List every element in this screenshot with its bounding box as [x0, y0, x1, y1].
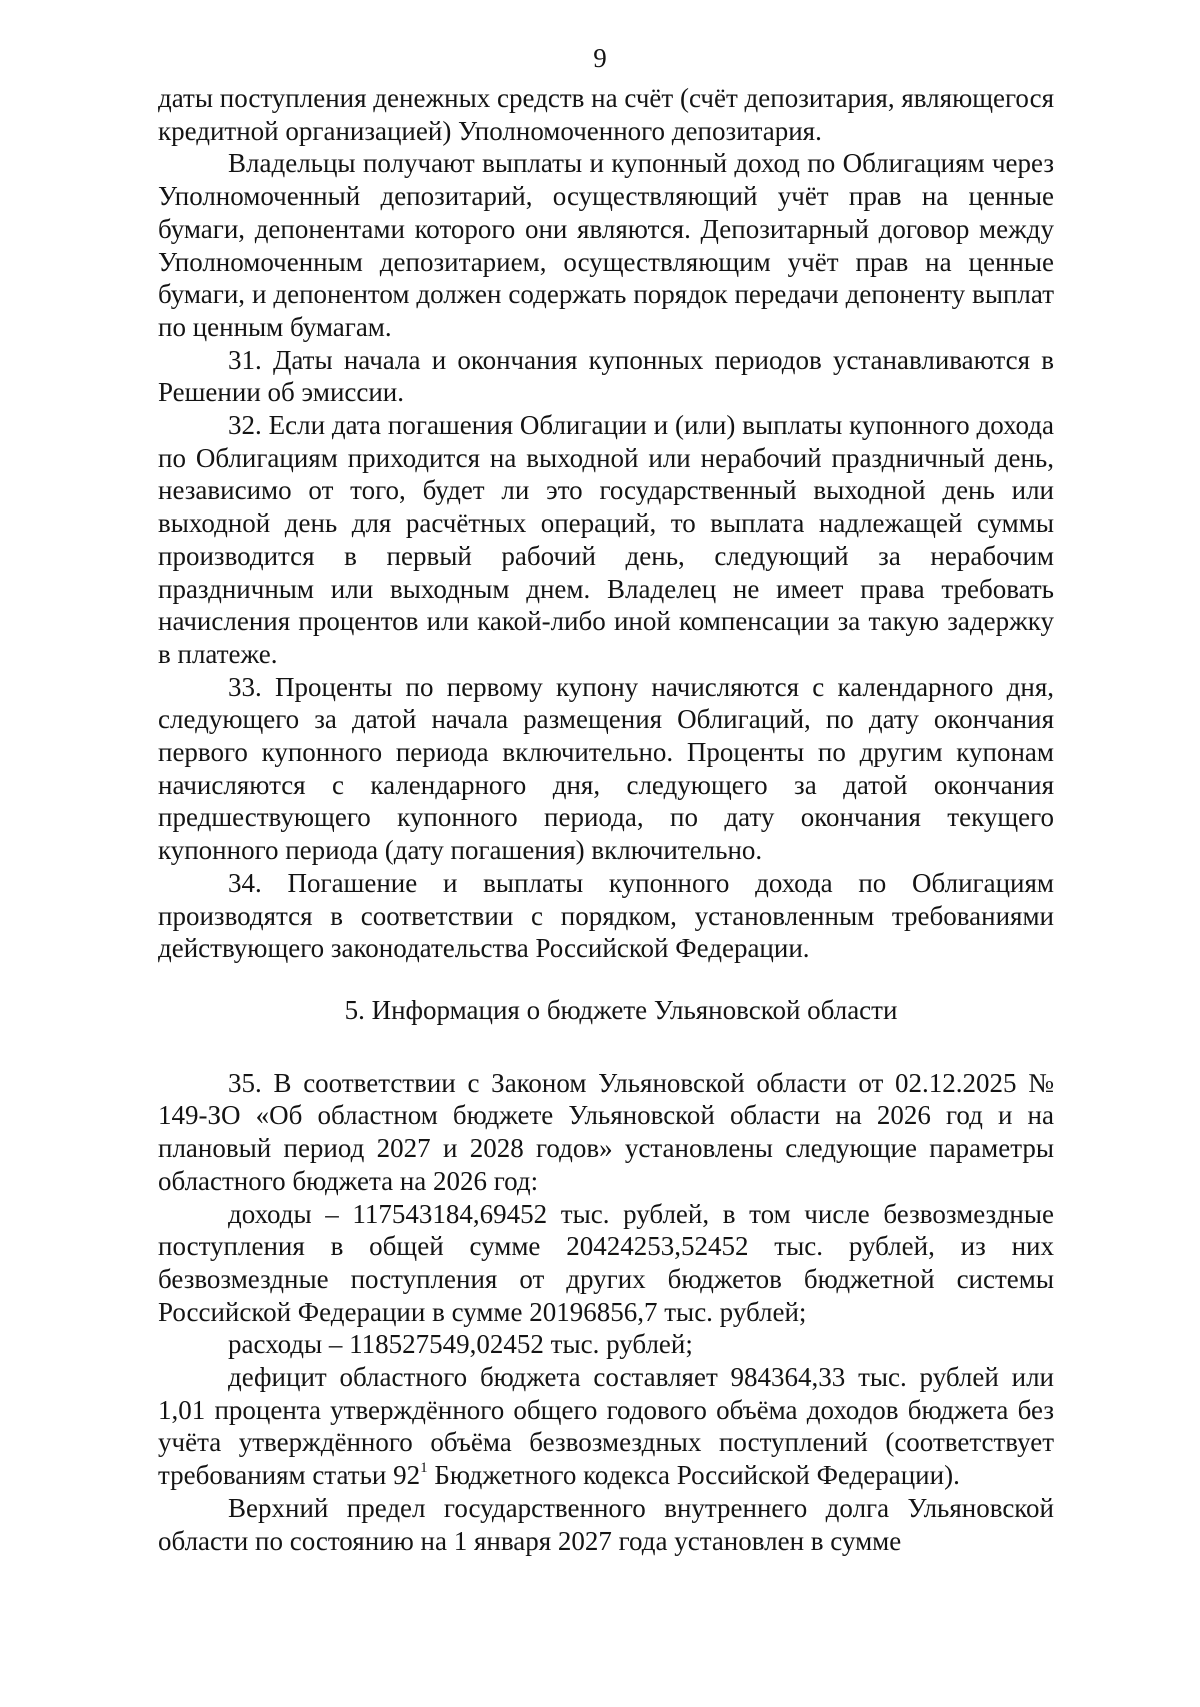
paragraph-expenses: расходы – 118527549,02452 тыс. рублей; [228, 1329, 693, 1360]
deficit-text-end: Бюджетного кодекса Российской Федерации). [427, 1460, 960, 1491]
paragraph-income: доходы – 117543184,69452 тыс. рублей, в том числе безвозмездные поступления в общей сумме 20424253,52452 тыс. рублей, из них безвозмездные поступления от других бюджетов бюджетной системы Российской Федерации в сумме 20196856,7 тыс. рублей; [158, 1198, 1054, 1327]
article-superscript: 1 [420, 1460, 428, 1477]
paragraph-33: 33. Проценты по первому купону начисляются с календарного дня, следующего за датой начала размещения Облигаций, по дату окончания первого купонного периода включительно. Проценты по другим купонам начисляются с календарного дня, следующего за датой окончания предшествующего купонного периода, по дату окончания текущего купонного периода (дату погашения) включительно. [158, 671, 1054, 866]
paragraph-owners-payments: Владельцы получают выплаты и купонный доход по Облигациям через Уполномоченный депозитарий, осуществляющий учёт прав на ценные бумаги, депонентами которого они являются. Депозитарный договор между Уполномоченным депозитарием, осуществляющим учёт прав на ценные бумаги, и депонентом должен содержать порядок передачи депоненту выплат по ценным бумагам. [158, 148, 1054, 342]
paragraph-continuation: даты поступления денежных средств на счёт (счёт депозитария, являющегося кредитной организацией) Уполномоченного депозитария. [158, 83, 1054, 146]
document-body [158, 82, 1054, 1557]
paragraph-32: 32. Если дата погашения Облигации и (или) выплаты купонного дохода по Облигациям приходится на выходной или нерабочий праздничный день, независимо от того, будет ли это государственный выходной день или выходной день для расчётных операций, то выплата надлежащей суммы производится в первый рабочий день, следующий за нерабочим праздничным или выходным днем. Владелец не имеет права требовать начисления процентов или какой-либо иной компенсации за такую задержку в платеже. [158, 410, 1054, 669]
deficit-text: дефицит областного бюджета составляет 984364,33 тыс. рублей или 1,01 процента утверждённого общего годового объёма доходов бюджета без учёта утверждённого объёма безвозмездных поступлений (соответствует требованиям статьи 92 [158, 1362, 1054, 1491]
paragraph-35: 35. В соответствии с Законом Ульяновской области от 02.12.2025 № 149-ЗО «Об областном бюджете Ульяновской области на 2026 год и на плановый период 2027 и 2028 годов» установлены следующие параметры областного бюджета на 2026 год: [158, 1067, 1054, 1196]
paragraph-31: 31. Даты начала и окончания купонных периодов устанавливаются в Решении об эмиссии. [158, 344, 1054, 408]
paragraph-debt-limit: Верхний предел государственного внутреннего долга Ульяновской области по состоянию на 1 января 2027 года установлен в сумме [158, 1492, 1054, 1556]
page-number: 9 [593, 43, 607, 73]
paragraph-34: 34. Погашение и выплаты купонного дохода по Облигациям производятся в соответствии с порядком, установленным требованиями действующего законодательства Российской Федерации. [158, 867, 1054, 964]
section-heading-budget: 5. Информация о бюджете Ульяновской области [344, 994, 898, 1025]
paragraph-deficit [158, 1361, 1054, 1492]
